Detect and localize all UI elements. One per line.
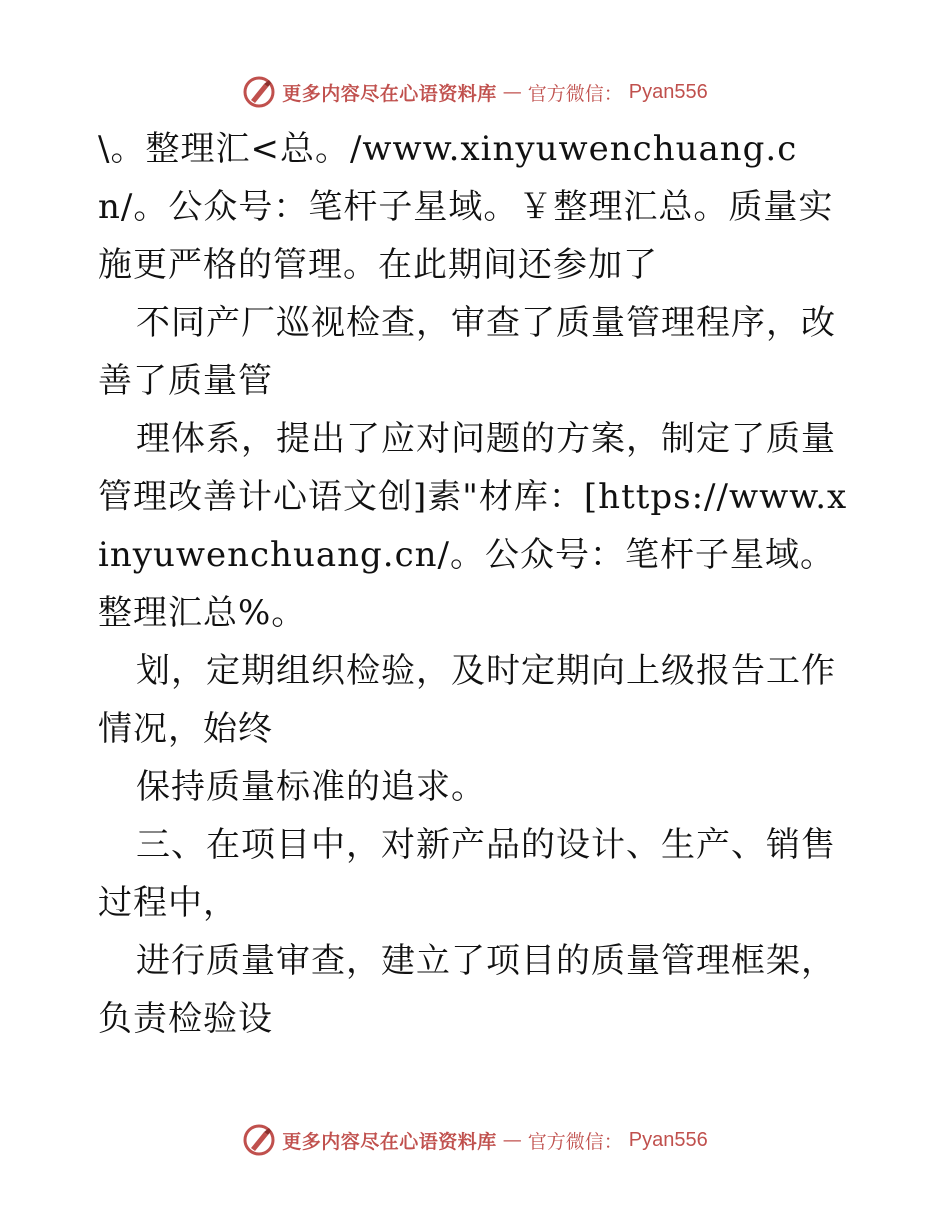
paragraph-3: 理体系，提出了应对问题的方案，制定了质量管理改善计心语文创]素"材库：[https://www.xinyuwenchuang.cn/。公众号：笔杆子星域。整理汇总%。 [98, 419, 848, 633]
paragraph-5: 保持质量标准的追求。 [136, 767, 486, 807]
paragraph-7: 进行质量审查，建立了项目的质量管理框架，负责检验设 [98, 941, 836, 1039]
footer-official-label: 官方微信： [527, 1130, 623, 1153]
pen-logo-icon [242, 75, 276, 109]
header-wechat-handle: Pyan556 [628, 80, 708, 103]
paragraph-2: 不同产厂巡视检查，审查了质量管理程序，改善了质量管 [98, 303, 836, 401]
paragraph-6: 三、在项目中，对新产品的设计、生产、销售过程中， [98, 825, 836, 923]
footer-banner [0, 1120, 950, 1160]
document-body [98, 120, 858, 1048]
footer-brand-text: 更多内容尽在心语资料库 [282, 1130, 497, 1153]
footer-wechat-handle: Pyan556 [628, 1128, 708, 1151]
footer-dash: — [502, 1129, 522, 1151]
header-official-label: 官方微信： [527, 82, 623, 105]
pen-logo-icon [242, 1123, 276, 1157]
header-banner [0, 72, 950, 112]
paragraph-1: \。整理汇<总。/www.xinyuwenchuang.cn/。公众号：笔杆子星域。￥整理汇总。质量实施更严格的管理。在此期间还参加了 [98, 129, 834, 285]
paragraph-4: 划，定期组织检验，及时定期向上级报告工作情况，始终 [98, 651, 836, 749]
header-dash: — [502, 81, 522, 103]
header-brand-text: 更多内容尽在心语资料库 [282, 82, 497, 105]
